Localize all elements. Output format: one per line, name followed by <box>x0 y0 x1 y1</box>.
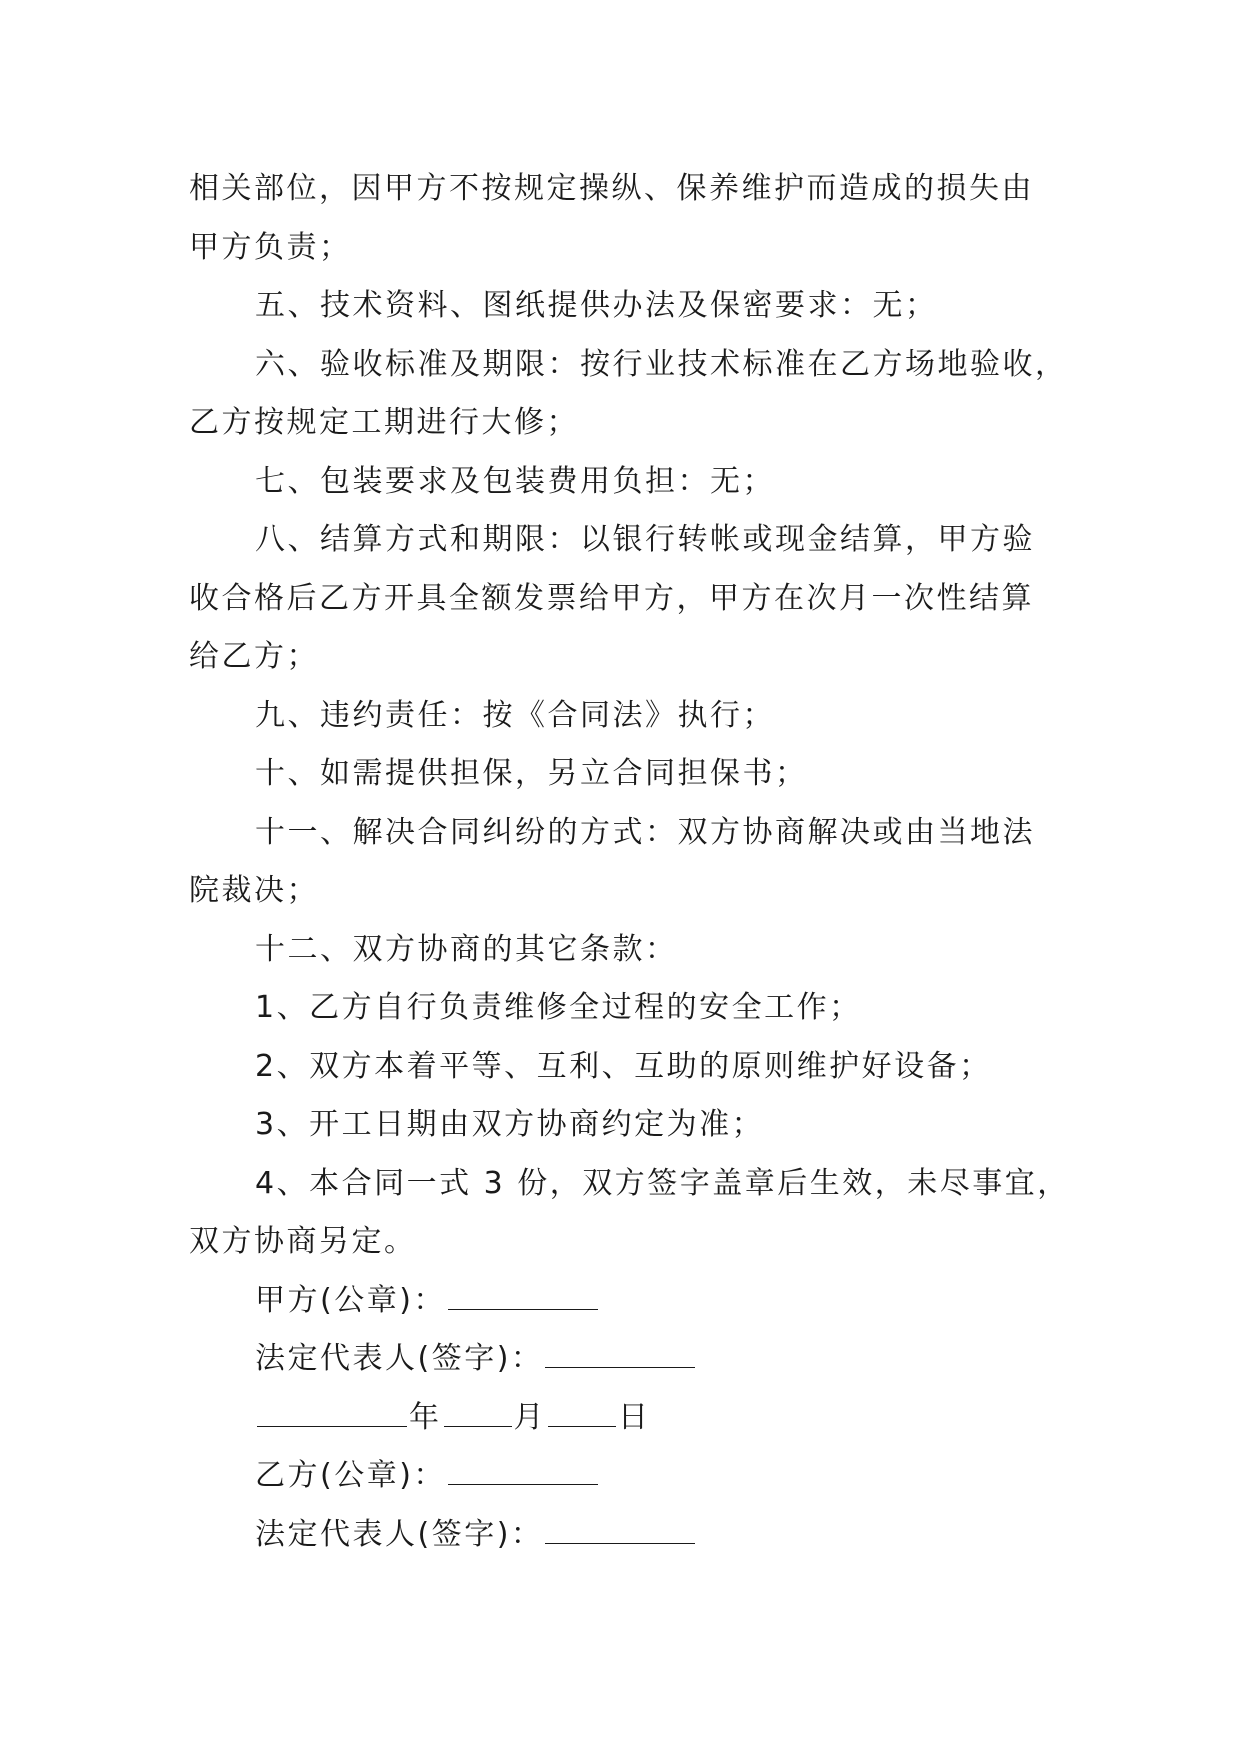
clause-5: 五、技术资料、图纸提供办法及保密要求：无； <box>255 288 938 323</box>
day-blank[interactable] <box>548 1404 616 1427</box>
clause-7: 七、包装要求及包装费用负担：无； <box>255 463 775 499</box>
party-a-blank[interactable] <box>448 1287 598 1310</box>
sub-clause-2: 2、双方本着平等、互利、互助的原则维护好设备； <box>255 1048 992 1084</box>
party-a-label: 甲方(公章)： <box>255 1282 446 1318</box>
text-line: 乙方按规定工期进行大修； <box>189 405 579 440</box>
text-line: 收合格后乙方开具全额发票给甲方，甲方在次月一次性结算 <box>189 580 1034 616</box>
clause-11: 十一、解决合同纠纷的方式：双方协商解决或由当地法 <box>255 814 1035 850</box>
party-b-seal-line <box>189 1447 1069 1506</box>
rep-b-signature-line <box>189 1506 1069 1565</box>
rep-a-blank[interactable] <box>545 1345 695 1368</box>
clause-6: 六、验收标准及期限：按行业技术标准在乙方场地验收， <box>255 346 1068 382</box>
sub-clause-3: 3、开工日期由双方协商约定为准； <box>255 1107 765 1142</box>
rep-b-label: 法定代表人(签字)： <box>255 1516 544 1552</box>
rep-a-label: 法定代表人(签字)： <box>255 1341 544 1376</box>
party-b-blank[interactable] <box>448 1462 598 1485</box>
contract-body <box>189 160 1069 1564</box>
sub-clause-4: 4、本合同一式 3 份，双方签字盖章后生效，未尽事宜， <box>255 1165 1070 1201</box>
text-line: 院裁决； <box>189 873 319 908</box>
date-line <box>189 1389 1069 1448</box>
text-line: 相关部位，因甲方不按规定操纵、保养维护而造成的损失由 <box>189 171 1034 206</box>
clause-12: 十二、双方协商的其它条款： <box>255 931 678 967</box>
rep-a-signature-line <box>189 1330 1069 1389</box>
rep-b-blank[interactable] <box>545 1521 695 1544</box>
text-line: 给乙方； <box>189 639 319 674</box>
clause-10: 十、如需提供担保，另立合同担保书； <box>255 756 808 791</box>
year-blank[interactable] <box>257 1404 407 1427</box>
text-line: 双方协商另定。 <box>189 1224 417 1259</box>
text-line: 甲方负责； <box>189 229 352 265</box>
clause-8: 八、结算方式和期限：以银行转帐或现金结算，甲方验 <box>255 522 1035 557</box>
party-b-label: 乙方(公章)： <box>255 1458 446 1493</box>
month-label: 月 <box>513 1399 546 1435</box>
month-blank[interactable] <box>444 1404 512 1427</box>
clause-9: 九、违约责任：按《合同法》执行； <box>255 697 775 733</box>
sub-clause-1: 1、乙方自行负责维修全过程的安全工作； <box>255 990 862 1025</box>
party-a-seal-line <box>189 1272 1069 1331</box>
day-label: 日 <box>618 1399 651 1435</box>
year-label: 年 <box>409 1399 442 1435</box>
